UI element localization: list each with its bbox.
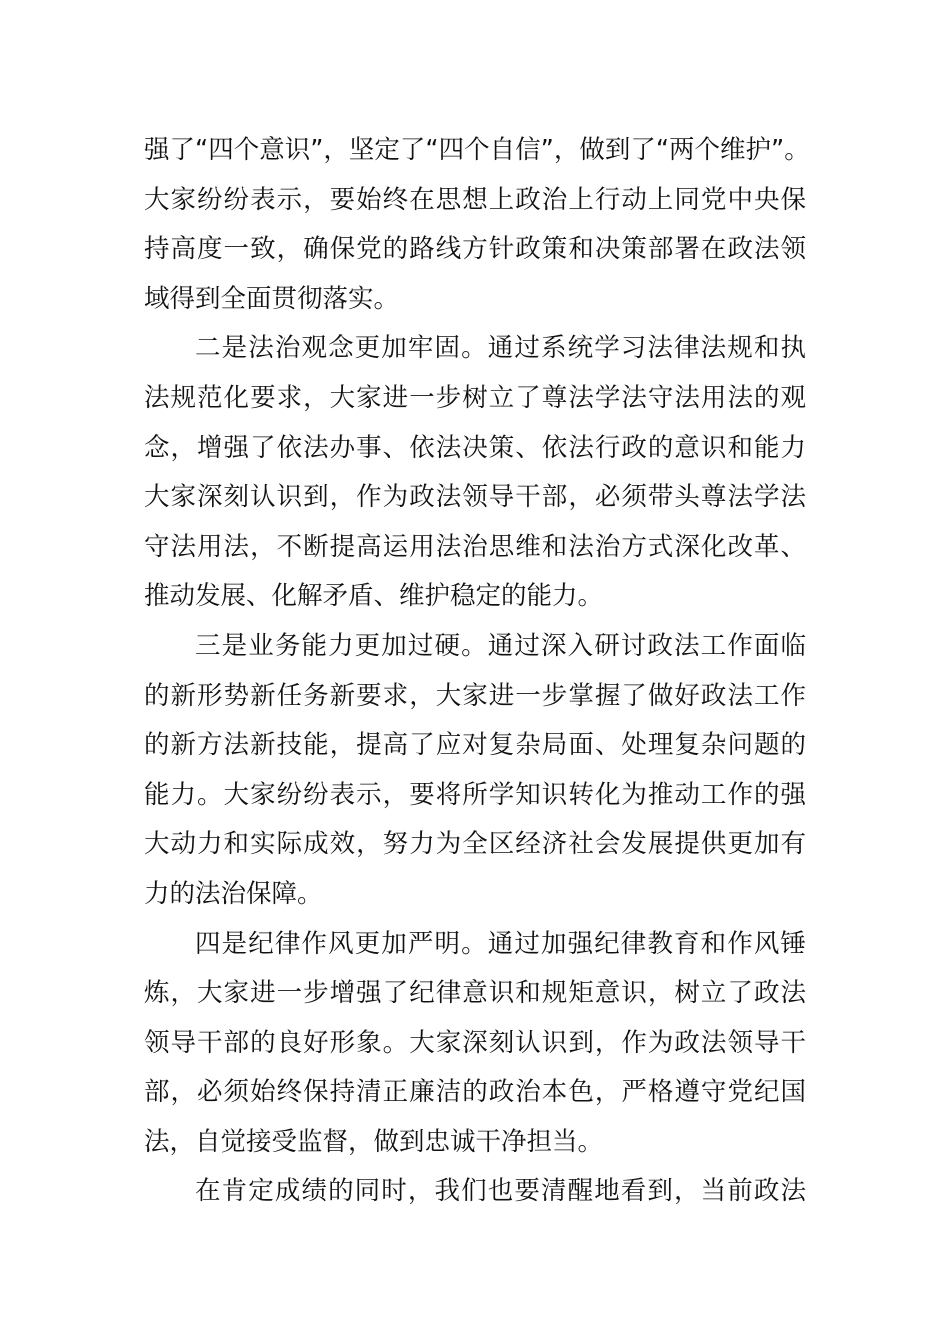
text-line: 推动发展、化解矛盾、维护稳定的能力。 (144, 581, 604, 612)
text-line: 三是业务能力更加过硬。通过深入研讨政法工作面临 (195, 630, 806, 661)
text-line: 二是法治观念更加牢固。通过系统学习法律法规和执 (195, 333, 806, 364)
text-line: 的新方法新技能，提高了应对复杂局面、处理复杂问题的 (144, 730, 806, 761)
text-line: 念，增强了依法办事、依法决策、依法行政的意识和能力 (144, 432, 806, 463)
text-line: 炼，大家进一步增强了纪律意识和规矩意识，树立了政法 (144, 978, 806, 1009)
paragraph-shortcomings (144, 1167, 806, 1217)
text-line: 部，必须始终保持清正廉洁的政治本色，严格遵守党纪国 (144, 1077, 806, 1108)
text-line: 大家深刻认识到，作为政法领导干部，必须带头尊法学法 (144, 482, 806, 513)
text-line: 域得到全面贯彻落实。 (144, 283, 400, 314)
text-line: 能力。大家纷纷表示，要将所学知识转化为推动工作的强 (144, 779, 806, 810)
paragraph-discipline (144, 920, 806, 1168)
paragraph-rule-of-law (144, 324, 806, 622)
text-line: 法规范化要求，大家进一步树立了尊法学法守法用法的观 (144, 382, 806, 413)
text-line: 力的法治保障。 (144, 878, 323, 909)
text-line: 的新形势新任务新要求，大家进一步掌握了做好政法工作 (144, 680, 806, 711)
text-line: 大家纷纷表示，要始终在思想上政治上行动上同党中央保 (144, 184, 806, 215)
text-line: 守法用法，不断提高运用法治思维和法治方式深化改革、 (144, 531, 806, 562)
text-line: 四是纪律作风更加严明。通过加强纪律教育和作风锤 (195, 928, 806, 959)
text-line: 强了“四个意识”，坚定了“四个自信”，做到了“两个维护”。 (144, 135, 810, 165)
text-line: 在肯定成绩的同时，我们也要清醒地看到，当前政法 (195, 1176, 806, 1207)
text-line: 持高度一致，确保党的路线方针政策和决策部署在政法领 (144, 234, 806, 265)
text-line: 大动力和实际成效，努力为全区经济社会发展提供更加有 (144, 829, 806, 860)
text-line: 法，自觉接受监督，做到忠诚干净担当。 (144, 1126, 604, 1157)
paragraph-business-ability (144, 622, 806, 920)
document-body (144, 126, 810, 1217)
paragraph-continuation (144, 126, 810, 324)
text-line: 领导干部的良好形象。大家深刻认识到，作为政法领导干 (144, 1027, 806, 1058)
